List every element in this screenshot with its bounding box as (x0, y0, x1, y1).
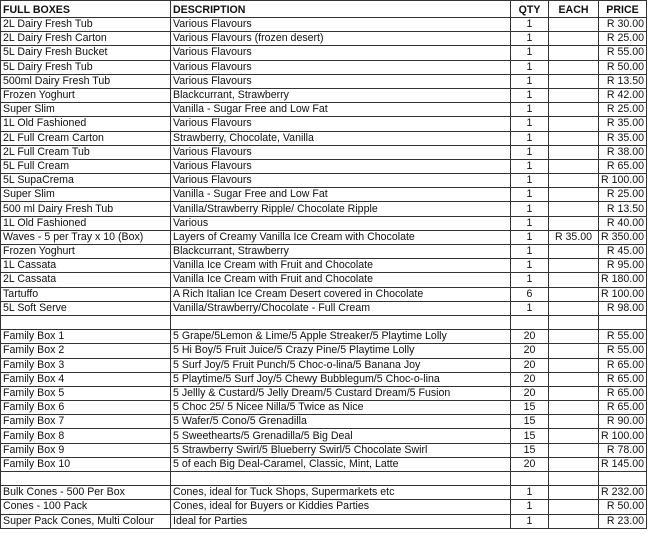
item-cell: Family Box 9 (1, 443, 171, 457)
item-cell: Frozen Yoghurt (1, 88, 171, 102)
table-row (1, 344, 647, 358)
table-row (1, 103, 647, 117)
item-cell: Family Box 2 (1, 344, 171, 358)
description-cell: Various Flavours (171, 145, 511, 159)
item-cell: Super Slim (1, 103, 171, 117)
price-cell: R 25.00 (599, 103, 647, 117)
table-row (1, 358, 647, 372)
item-cell: 5L SupaCrema (1, 174, 171, 188)
each-cell (549, 372, 599, 386)
qty-cell: 20 (511, 457, 549, 471)
item-cell: 500ml Dairy Fresh Tub (1, 74, 171, 88)
qty-cell: 20 (511, 330, 549, 344)
qty-cell: 1 (511, 500, 549, 514)
price-cell: R 30.00 (599, 18, 647, 32)
price-cell: R 25.00 (599, 188, 647, 202)
item-cell: Family Box 6 (1, 401, 171, 415)
description-cell: A Rich Italian Ice Cream Desert covered in Chocolate (171, 287, 511, 301)
description-cell: Cones, ideal for Buyers or Kiddies Parties (171, 500, 511, 514)
qty-cell: 20 (511, 344, 549, 358)
description-cell: Blackcurrant, Strawberry (171, 88, 511, 102)
qty-cell: 1 (511, 88, 549, 102)
qty-cell: 1 (511, 216, 549, 230)
item-cell: 1L Old Fashioned (1, 216, 171, 230)
qty-cell: 1 (511, 245, 549, 259)
qty-cell: 1 (511, 301, 549, 315)
price-cell: R 78.00 (599, 443, 647, 457)
item-cell: 5L Soft Serve (1, 301, 171, 315)
description-cell: 5 Choc 25/ 5 Nicee Nilla/5 Twice as Nice (171, 401, 511, 415)
each-cell (549, 202, 599, 216)
item-cell: 5L Full Cream (1, 159, 171, 173)
each-cell (549, 273, 599, 287)
table-row (1, 443, 647, 457)
item-cell: 2L Full Cream Carton (1, 131, 171, 145)
qty-cell: 1 (511, 145, 549, 159)
header-price: PRICE (599, 1, 647, 18)
item-cell: Family Box 10 (1, 457, 171, 471)
description-cell: 5 Hi Boy/5 Fruit Juice/5 Crazy Pine/5 Playtime Lolly (171, 344, 511, 358)
price-cell: R 65.00 (599, 372, 647, 386)
qty-cell: 1 (511, 18, 549, 32)
price-cell: R 55.00 (599, 46, 647, 60)
price-cell: R 65.00 (599, 159, 647, 173)
item-cell: 500 ml Dairy Fresh Tub (1, 202, 171, 216)
table-row (1, 330, 647, 344)
table-row (1, 18, 647, 32)
price-cell: R 350.00 (599, 230, 647, 244)
qty-cell: 1 (511, 159, 549, 173)
item-cell: Tartuffo (1, 287, 171, 301)
description-cell: Vanilla - Sugar Free and Low Fat (171, 103, 511, 117)
price-cell: R 100.00 (599, 429, 647, 443)
description-cell: Vanilla Ice Cream with Fruit and Chocolate (171, 259, 511, 273)
each-cell (549, 301, 599, 315)
table-row (1, 60, 647, 74)
table-row (1, 386, 647, 400)
price-cell: R 65.00 (599, 401, 647, 415)
description-cell (171, 472, 511, 486)
item-cell: Super Slim (1, 188, 171, 202)
qty-cell: 1 (511, 117, 549, 131)
qty-cell: 1 (511, 486, 549, 500)
price-cell: R 98.00 (599, 301, 647, 315)
price-cell: R 50.00 (599, 500, 647, 514)
qty-cell: 15 (511, 443, 549, 457)
table-row (1, 273, 647, 287)
item-cell: Frozen Yoghurt (1, 245, 171, 259)
item-cell (1, 472, 171, 486)
each-cell (549, 60, 599, 74)
price-cell: R 23.00 (599, 514, 647, 528)
each-cell (549, 131, 599, 145)
table-row (1, 415, 647, 429)
qty-cell: 1 (511, 46, 549, 60)
price-cell (599, 472, 647, 486)
price-cell: R 25.00 (599, 32, 647, 46)
table-row (1, 500, 647, 514)
price-cell: R 35.00 (599, 117, 647, 131)
table-row (1, 159, 647, 173)
qty-cell: 1 (511, 131, 549, 145)
qty-cell: 1 (511, 188, 549, 202)
each-cell (549, 514, 599, 528)
table-row (1, 401, 647, 415)
table-row (1, 486, 647, 500)
description-cell: 5 Wafer/5 Cono/5 Grenadilla (171, 415, 511, 429)
table-row (1, 259, 647, 273)
header-description: DESCRIPTION (171, 1, 511, 18)
item-cell: 2L Full Cream Tub (1, 145, 171, 159)
table-row (1, 230, 647, 244)
description-cell: Various Flavours (171, 46, 511, 60)
each-cell (549, 174, 599, 188)
description-cell: 5 Sweethearts/5 Grenadilla/5 Big Deal (171, 429, 511, 443)
qty-cell: 1 (511, 202, 549, 216)
table-row (1, 301, 647, 315)
price-cell (599, 315, 647, 329)
item-cell: Family Box 7 (1, 415, 171, 429)
description-cell: 5 of each Big Deal-Caramel, Classic, Mint, Latte (171, 457, 511, 471)
price-cell: R 55.00 (599, 330, 647, 344)
qty-cell: 1 (511, 74, 549, 88)
each-cell (549, 46, 599, 60)
table-row (1, 457, 647, 471)
description-cell: Various (171, 216, 511, 230)
price-cell: R 38.00 (599, 145, 647, 159)
item-cell: 1L Cassata (1, 259, 171, 273)
qty-cell: 20 (511, 372, 549, 386)
each-cell: R 35.00 (549, 230, 599, 244)
description-cell: Various Flavours (171, 159, 511, 173)
price-cell: R 100.00 (599, 287, 647, 301)
item-cell: 5L Dairy Fresh Tub (1, 60, 171, 74)
each-cell (549, 500, 599, 514)
table-row (1, 472, 647, 486)
price-rows (1, 18, 647, 529)
each-cell (549, 245, 599, 259)
qty-cell: 1 (511, 174, 549, 188)
qty-cell: 1 (511, 103, 549, 117)
each-cell (549, 74, 599, 88)
description-cell: 5 Surf Joy/5 Fruit Punch/5 Choc-o-lina/5 Banana Joy (171, 358, 511, 372)
price-cell: R 65.00 (599, 386, 647, 400)
table-row (1, 245, 647, 259)
price-cell: R 55.00 (599, 344, 647, 358)
table-row (1, 32, 647, 46)
each-cell (549, 443, 599, 457)
price-cell: R 65.00 (599, 358, 647, 372)
each-cell (549, 88, 599, 102)
description-cell: Vanilla/Strawberry/Chocolate - Full Cream (171, 301, 511, 315)
price-cell: R 90.00 (599, 415, 647, 429)
each-cell (549, 259, 599, 273)
table-row (1, 74, 647, 88)
item-cell: 5L Dairy Fresh Bucket (1, 46, 171, 60)
item-cell: 2L Dairy Fresh Carton (1, 32, 171, 46)
table-row (1, 216, 647, 230)
each-cell (549, 216, 599, 230)
description-cell: Various Flavours (171, 74, 511, 88)
price-cell: R 45.00 (599, 245, 647, 259)
description-cell: Vanilla/Strawberry Ripple/ Chocolate Ripple (171, 202, 511, 216)
price-cell: R 13.50 (599, 74, 647, 88)
item-cell: Family Box 4 (1, 372, 171, 386)
price-cell: R 145.00 (599, 457, 647, 471)
item-cell (1, 315, 171, 329)
each-cell (549, 415, 599, 429)
qty-cell (511, 472, 549, 486)
each-cell (549, 344, 599, 358)
table-row (1, 315, 647, 329)
description-cell: Various Flavours (171, 174, 511, 188)
qty-cell: 15 (511, 401, 549, 415)
price-cell: R 100.00 (599, 174, 647, 188)
description-cell: 5 Strawberry Swirl/5 Blueberry Swirl/5 Chocolate Swirl (171, 443, 511, 457)
price-cell: R 180.00 (599, 273, 647, 287)
each-cell (549, 486, 599, 500)
qty-cell: 15 (511, 429, 549, 443)
item-cell: 1L Old Fashioned (1, 117, 171, 131)
price-cell: R 50.00 (599, 60, 647, 74)
description-cell: Cones, ideal for Tuck Shops, Supermarkets etc (171, 486, 511, 500)
each-cell (549, 32, 599, 46)
header-row (1, 1, 647, 18)
table-row (1, 117, 647, 131)
each-cell (549, 429, 599, 443)
price-cell: R 95.00 (599, 259, 647, 273)
qty-cell: 15 (511, 415, 549, 429)
each-cell (549, 287, 599, 301)
each-cell (549, 358, 599, 372)
each-cell (549, 159, 599, 173)
description-cell: 5 Jellly & Custard/5 Jelly Dream/5 Custard Dream/5 Fusion (171, 386, 511, 400)
each-cell (549, 457, 599, 471)
qty-cell: 1 (511, 273, 549, 287)
qty-cell: 6 (511, 287, 549, 301)
item-cell: 2L Dairy Fresh Tub (1, 18, 171, 32)
each-cell (549, 145, 599, 159)
each-cell (549, 472, 599, 486)
item-cell: Family Box 3 (1, 358, 171, 372)
item-cell: Family Box 8 (1, 429, 171, 443)
qty-cell: 1 (511, 514, 549, 528)
description-cell: Layers of Creamy Vanilla Ice Cream with Chocolate (171, 230, 511, 244)
header-each: EACH (549, 1, 599, 18)
description-cell (171, 315, 511, 329)
item-cell: 2L Cassata (1, 273, 171, 287)
each-cell (549, 330, 599, 344)
table-row (1, 145, 647, 159)
item-cell: Waves - 5 per Tray x 10 (Box) (1, 230, 171, 244)
price-cell: R 13.50 (599, 202, 647, 216)
description-cell: 5 Grape/5Lemon & Lime/5 Apple Streaker/5 Playtime Lolly (171, 330, 511, 344)
item-cell: Super Pack Cones, Multi Colour (1, 514, 171, 528)
table-row (1, 429, 647, 443)
each-cell (549, 188, 599, 202)
table-row (1, 131, 647, 145)
description-cell: Strawberry, Chocolate, Vanilla (171, 131, 511, 145)
qty-cell: 20 (511, 386, 549, 400)
description-cell: Vanilla - Sugar Free and Low Fat (171, 188, 511, 202)
each-cell (549, 401, 599, 415)
each-cell (549, 18, 599, 32)
description-cell: Vanilla Ice Cream with Fruit and Chocolate (171, 273, 511, 287)
qty-cell: 1 (511, 259, 549, 273)
table-row (1, 202, 647, 216)
table-row (1, 88, 647, 102)
item-cell: Family Box 1 (1, 330, 171, 344)
each-cell (549, 386, 599, 400)
description-cell: Ideal for Parties (171, 514, 511, 528)
table-row (1, 188, 647, 202)
each-cell (549, 103, 599, 117)
table-row (1, 174, 647, 188)
description-cell: Various Flavours (171, 18, 511, 32)
each-cell (549, 315, 599, 329)
item-cell: Bulk Cones - 500 Per Box (1, 486, 171, 500)
qty-cell: 1 (511, 32, 549, 46)
qty-cell (511, 315, 549, 329)
price-cell: R 232.00 (599, 486, 647, 500)
description-cell: 5 Playtime/5 Surf Joy/5 Chewy Bubblegum/5 Choc-o-lina (171, 372, 511, 386)
item-cell: Cones - 100 Pack (1, 500, 171, 514)
qty-cell: 20 (511, 358, 549, 372)
description-cell: Various Flavours (frozen desert) (171, 32, 511, 46)
qty-cell: 1 (511, 230, 549, 244)
table-row (1, 372, 647, 386)
table-row (1, 46, 647, 60)
item-cell: Family Box 5 (1, 386, 171, 400)
price-cell: R 40.00 (599, 216, 647, 230)
qty-cell: 1 (511, 60, 549, 74)
table-row (1, 287, 647, 301)
description-cell: Blackcurrant, Strawberry (171, 245, 511, 259)
description-cell: Various Flavours (171, 60, 511, 74)
table-row (1, 514, 647, 528)
price-cell: R 42.00 (599, 88, 647, 102)
header-qty: QTY (511, 1, 549, 18)
price-cell: R 35.00 (599, 131, 647, 145)
description-cell: Various Flavours (171, 117, 511, 131)
each-cell (549, 117, 599, 131)
header-item: FULL BOXES (1, 1, 171, 18)
